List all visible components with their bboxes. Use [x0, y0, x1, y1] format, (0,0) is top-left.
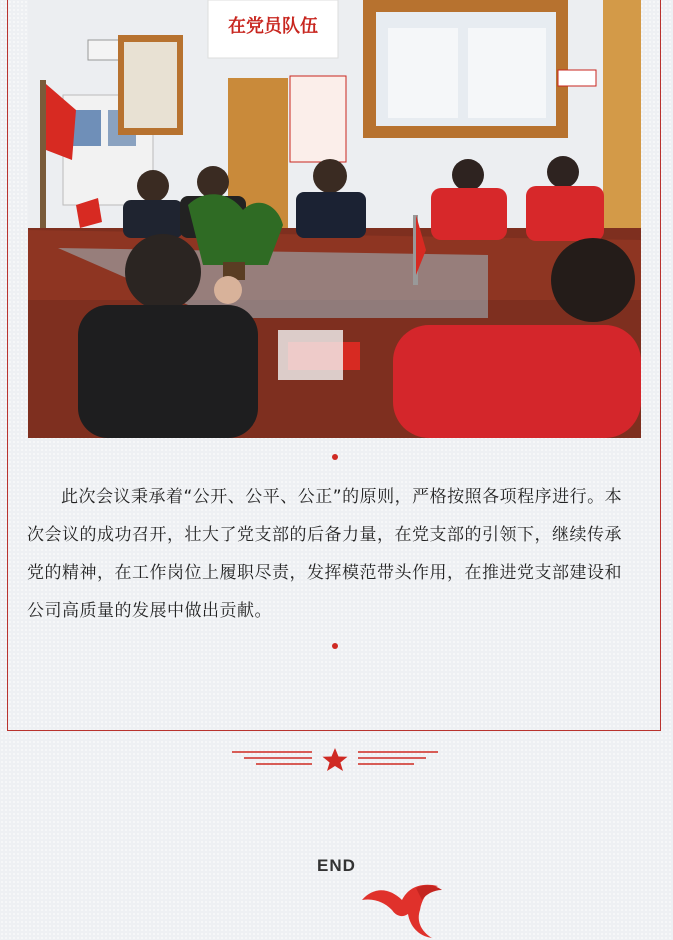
star-icon	[323, 748, 348, 771]
meeting-photo-illustration	[28, 0, 641, 438]
end-label: END	[317, 856, 356, 875]
divider-dot	[332, 643, 338, 649]
ribbon-logo-icon	[356, 876, 448, 940]
body-paragraph: 此次会议秉承着“公开、公平、公正”的原则，严格按照各项程序进行。本次会议的成功召开，壮大了党支部的后备力量，在党支部的引领下，继续传承党的精神，在工作岗位上履职尽责，发挥模范带头作用，在推进党支部建设和公司高质量的发展中做出贡献。	[27, 487, 623, 621]
divider-dot	[332, 454, 338, 460]
meeting-photo	[28, 0, 641, 438]
banner-text: 在党员队伍	[228, 16, 318, 37]
star-divider	[230, 744, 440, 778]
